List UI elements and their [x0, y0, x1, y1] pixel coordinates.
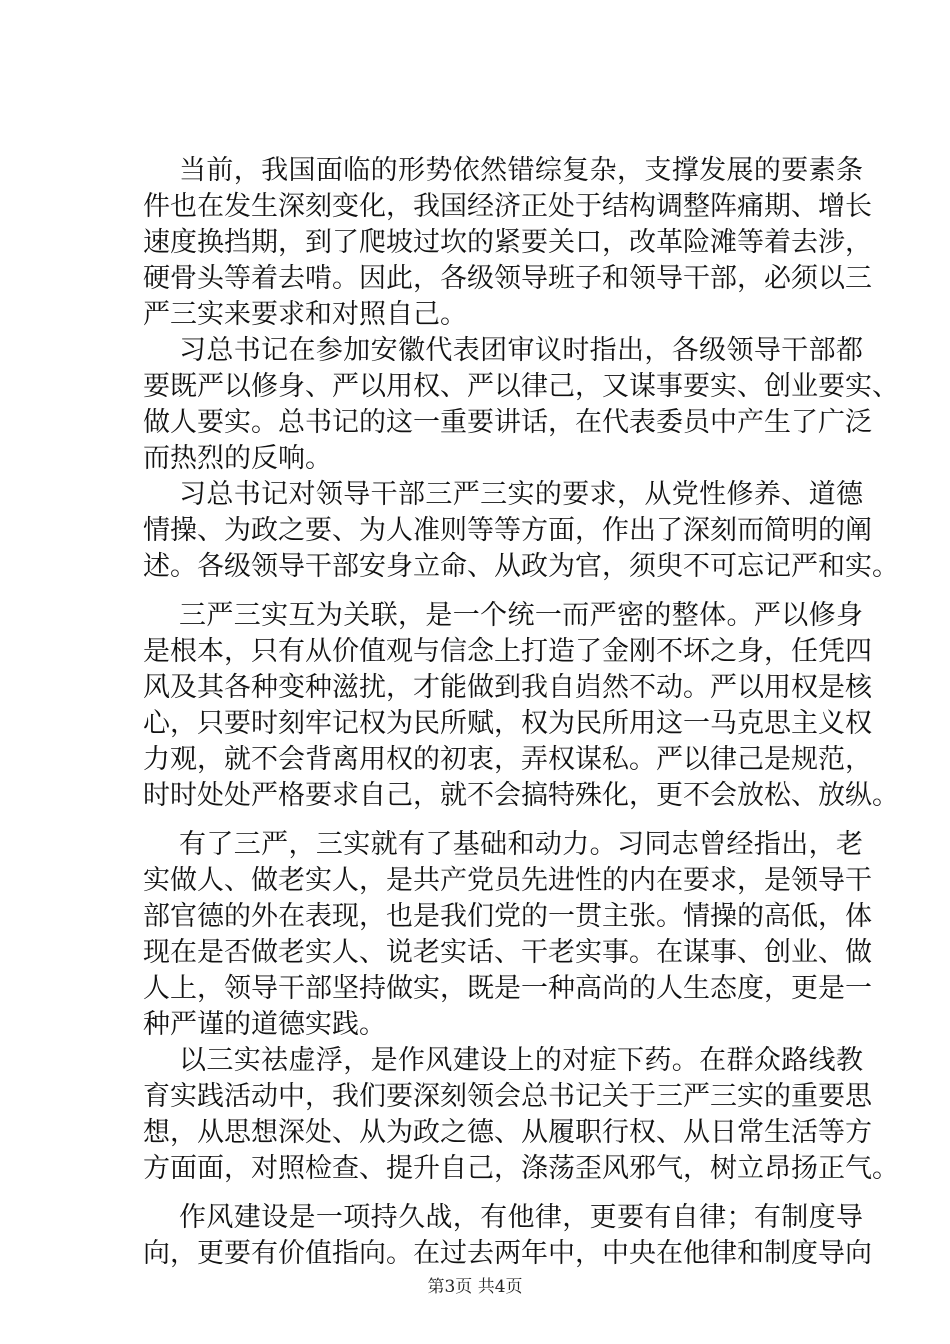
text-line: 件也在发生深刻变化，我国经济正处于结构调整阵痛期、增长 [143, 191, 872, 222]
text-line: 作风建设是一项持久战，有他律，更要有自律；有制度导 [179, 1202, 863, 1233]
text-line: 实做人、做老实人，是共产党员先进性的内在要求，是领导干 [143, 865, 872, 896]
text-line: 而热烈的反响。 [143, 443, 332, 474]
text-line: 述。各级领导干部安身立命、从政为官，须臾不可忘记严和实。 [143, 551, 899, 582]
text-line: 力观，就不会背离用权的初衷，弄权谋私。严以律己是规范， [143, 744, 872, 775]
text-line: 现在是否做老实人、说老实话、干老实事。在谋事、创业、做 [143, 937, 872, 968]
text-line: 情操、为政之要、为人准则等等方面，作出了深刻而简明的阐 [143, 515, 872, 546]
text-line: 人上，领导干部坚持做实，既是一种高尚的人生态度，更是一 [143, 973, 872, 1004]
text-line: 育实践活动中，我们要深刻领会总书记关于三严三实的重要思 [143, 1081, 872, 1112]
text-line: 是根本，只有从价值观与信念上打造了金刚不坏之身，任凭四 [143, 636, 872, 667]
text-line: 速度换挡期，到了爬坡过坎的紧要关口，改革险滩等着去涉， [143, 227, 872, 258]
text-line: 做人要实。总书记的这一重要讲话，在代表委员中产生了广泛 [143, 407, 872, 438]
text-line: 当前，我国面临的形势依然错综复杂，支撑发展的要素条 [179, 155, 863, 186]
text-line: 向，更要有价值指向。在过去两年中，中央在他律和制度导向 [143, 1238, 872, 1269]
text-line: 习总书记对领导干部三严三实的要求，从党性修养、道德 [179, 479, 863, 510]
text-line: 要既严以修身、严以用权、严以律己，又谋事要实、创业要实、 [143, 371, 899, 402]
text-line: 方面面，对照检查、提升自己，涤荡歪风邪气，树立昂扬正气。 [143, 1153, 899, 1184]
text-line: 有了三严，三实就有了基础和动力。习同志曾经指出，老 [179, 829, 863, 860]
text-line: 风及其各种变种滋扰，才能做到我自岿然不动。严以用权是核 [143, 672, 872, 703]
text-line: 时时处处严格要求自己，就不会搞特殊化，更不会放松、放纵。 [143, 780, 899, 811]
text-line: 种严谨的道德实践。 [143, 1009, 386, 1040]
text-line: 以三实祛虚浮，是作风建设上的对症下药。在群众路线教 [179, 1045, 863, 1076]
text-line: 部官德的外在表现，也是我们党的一贯主张。情操的高低，体 [143, 901, 872, 932]
text-line: 想，从思想深处、从为政之德、从履职行权、从日常生活等方 [143, 1117, 872, 1148]
text-line: 三严三实互为关联，是一个统一而严密的整体。严以修身 [179, 600, 863, 631]
text-line: 心，只要时刻牢记权为民所赋，权为民所用这一马克思主义权 [143, 708, 872, 739]
text-line: 严三实来要求和对照自己。 [143, 299, 467, 330]
text-line: 习总书记在参加安徽代表团审议时指出，各级领导干部都 [179, 335, 863, 366]
page-number-footer: 第3页 共4页 [427, 1277, 523, 1297]
text-line: 硬骨头等着去啃。因此，各级领导班子和领导干部，必须以三 [143, 263, 872, 294]
